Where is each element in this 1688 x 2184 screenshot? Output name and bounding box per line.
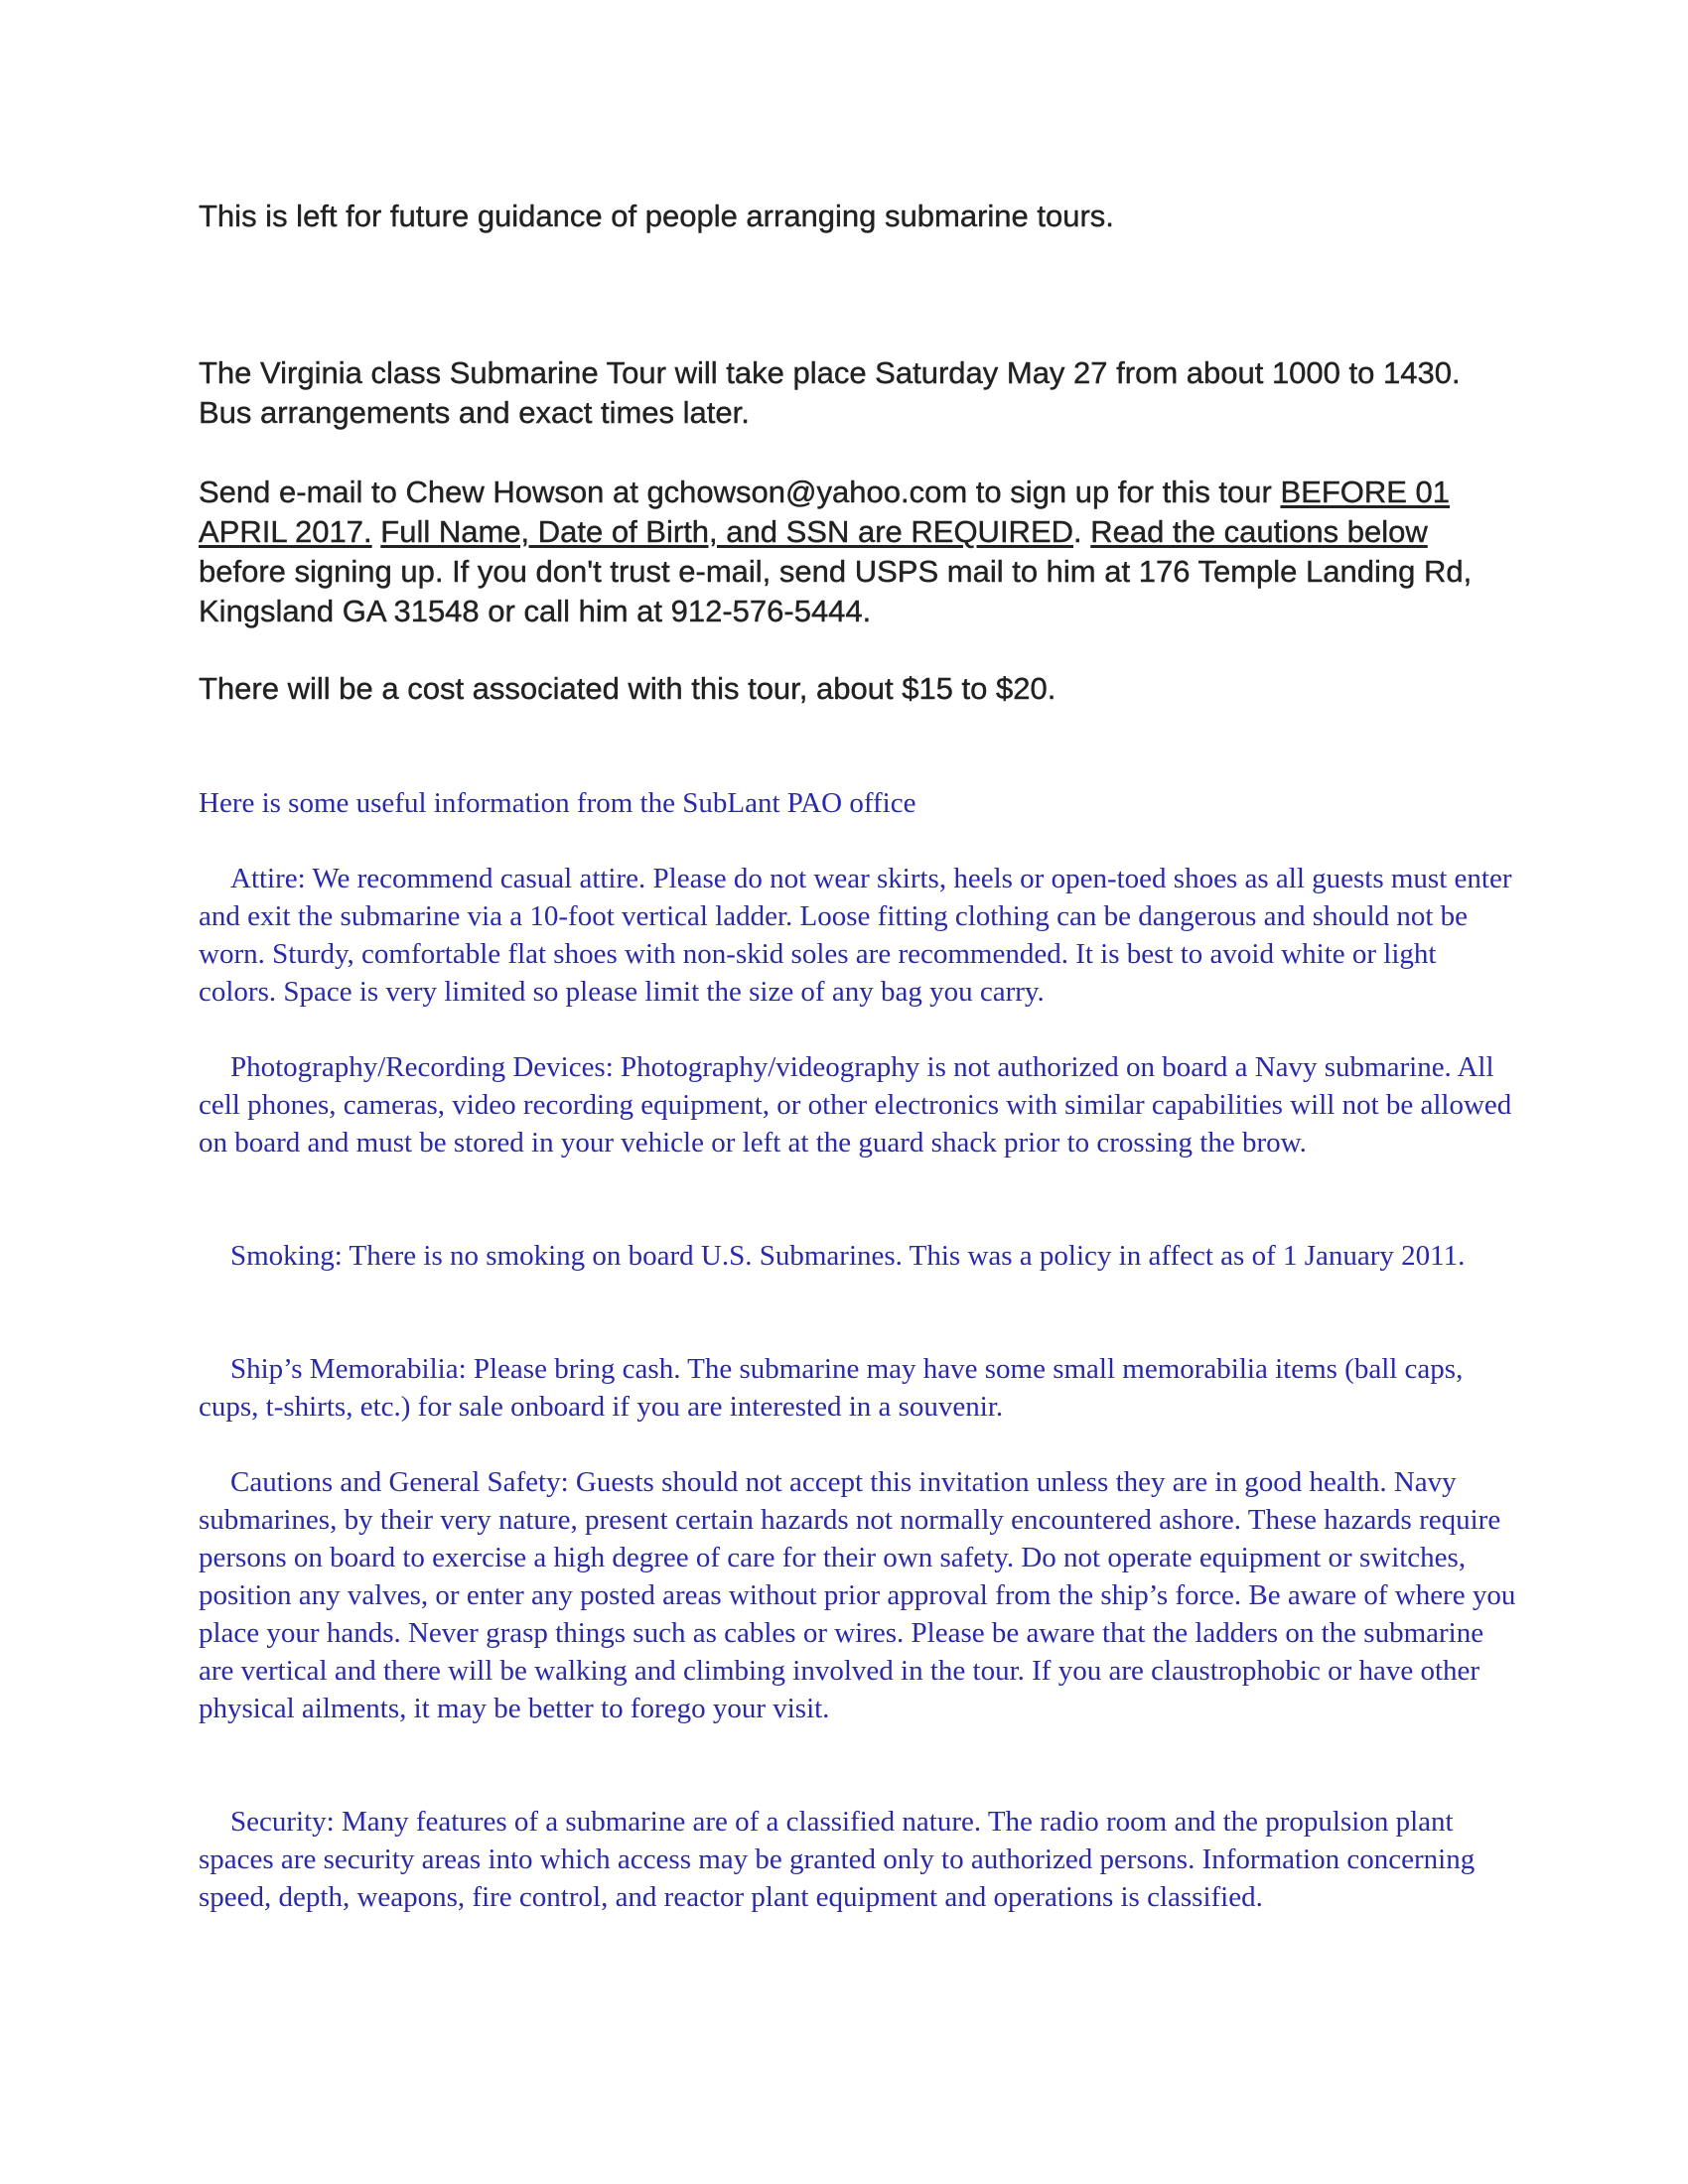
tour-announcement: The Virginia class Submarine Tour will take place Saturday May 27 from about 1000 to 1430. Bus arrangements and exact times later. xyxy=(199,355,1461,430)
pao-intro: Here is some useful information from the SubLant PAO office xyxy=(199,787,916,819)
signup-text-intro: Send e-mail to Chew Howson at gchowson@yahoo.com to sign up for this tour xyxy=(199,475,1281,509)
signup-deadline: BEFORE 01 APRIL 2017. xyxy=(199,475,1451,549)
tour-cost: There will be a cost associated with this tour, about $15 to $20. xyxy=(199,671,1056,706)
read-cautions-link: Read the cautions below xyxy=(1090,514,1428,549)
smoking-paragraph: Smoking: There is no smoking on board U.S. Submarines. This was a policy in affect as of 1 January 2011. xyxy=(230,1240,1466,1272)
memorabilia-paragraph: Ship’s Memorabilia: Please bring cash. The submarine may have some small memorabilia items (ball caps, cups, t-shirts, etc.) for sale onboard if you are interested in a souvenir. xyxy=(199,1353,1464,1423)
security-paragraph: Security: Many features of a submarine are of a classified nature. The radio room and the propulsion plant spaces are security areas into which access may be granted only to authorized persons. Information concerning speed, depth, weapons, fire control, and reactor plant equipment and operations is classified. xyxy=(199,1806,1476,1913)
signup-separator-2: . xyxy=(1073,514,1091,549)
cautions-paragraph: Cautions and General Safety: Guests should not accept this invitation unless they are in good health. Navy submarines, by their very nature, present certain hazards not normally encountered ashore. These hazards require persons on board to exercise a high degree of care for their own safety. Do not operate equipment or switches, position any valves, or enter any posted areas without prior approval from the ship’s force. Be aware of where you place your hands. Never grasp things such as cables or wires. Please be aware that the ladders on the submarine are vertical and there will be walking and climbing involved in the tour. If you are claustrophobic or have other physical ailments, it may be better to forego your visit. xyxy=(199,1466,1516,1724)
signup-required-fields: Full Name, Date of Birth, and SSN are REQUIRED xyxy=(380,514,1074,549)
signup-text-contact: before signing up. If you don't trust e-mail, send USPS mail to him at 176 Temple Landing Rd, Kingsland GA 31548 or call him at 912-576-5444. xyxy=(199,554,1473,628)
signup-separator-1 xyxy=(372,514,381,549)
guidance-note: This is left for future guidance of people arranging submarine tours. xyxy=(199,199,1114,233)
attire-paragraph: Attire: We recommend casual attire. Please do not wear skirts, heels or open-toed shoes as all guests must enter and exit the submarine via a 10-foot vertical ladder. Loose fitting clothing can be dangerous and should not be worn. Sturdy, comfortable flat shoes with non-skid soles are recommended. It is best to avoid white or light colors. Space is very limited so please limit the size of any bag you carry. xyxy=(199,863,1512,1008)
photography-paragraph: Photography/Recording Devices: Photography/videography is not authorized on board a Navy submarine. All cell phones, cameras, video recording equipment, or other electronics with similar capabilities will not be allowed on board and must be stored in your vehicle or left at the guard shack prior to crossing the brow. xyxy=(199,1051,1512,1159)
signup-instructions xyxy=(199,473,1519,631)
